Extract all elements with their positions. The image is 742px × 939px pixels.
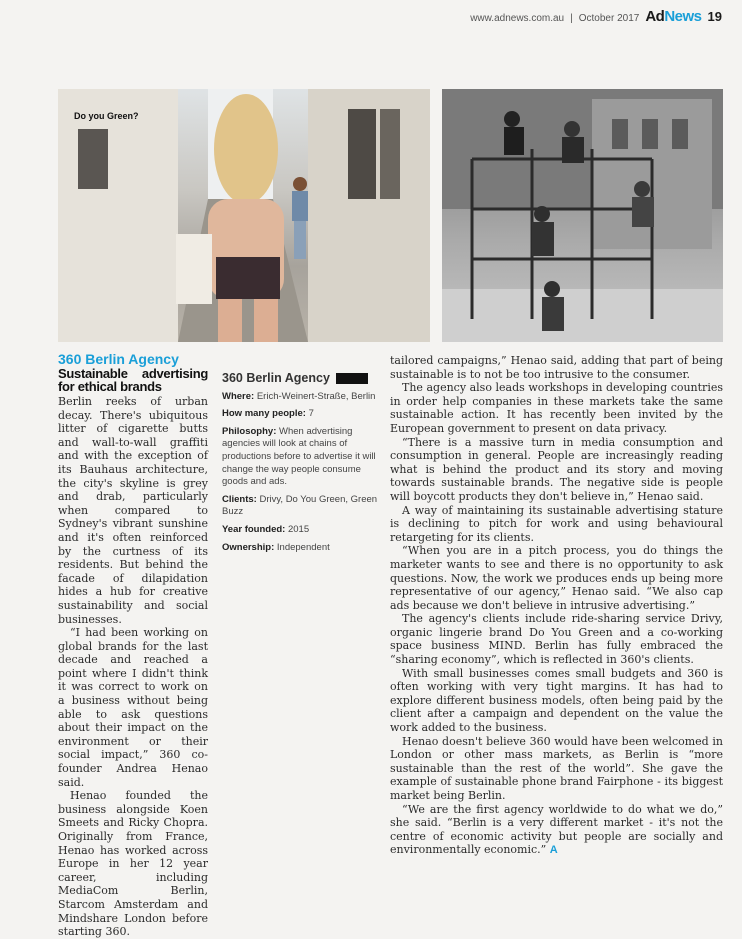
paragraph: “There is a massive turn in media consumption and consumption in general. People are increasingly reading what is behind the product and its story and moving towards sustainable brands. The negative side is people will boycott products they don't believe in,” Henao said. [390,435,723,503]
article-column-3 [390,354,723,858]
paragraph: The agency also leads workshops in developing countries in order help companies in these markets take the same sustainable action. It has recently been invited by the European government to present on data privacy. [390,381,723,435]
brand-logo: AdNews [645,8,702,25]
factbox-title: 360 Berlin Agency [222,372,382,385]
fact-year: Year founded: 2015 [222,523,310,535]
playground-scene-illustration [442,89,723,342]
paragraph: A way of maintaining its sustainable advertising stature is declining to pitch for work and using behavioural retargeting for its clients. [390,503,723,544]
paragraph: With small businesses comes small budgets and 360 is often working with very tight margins. It has had to explore different business models, often being paid by the client after a campaign and dependent on the value the work added to the business. [390,666,723,735]
photo-caption-label: Do you Green? [74,111,139,121]
end-mark-icon: A [549,844,558,857]
fact-people: How many people: 7 [222,408,314,420]
article-kicker: 360 Berlin Agency [58,351,179,367]
article-column-1 [58,352,208,939]
fact-philosophy: Philosophy: When advertising agencies will look at chains of productions before to advertise it will change the way people consume goods and ads. [222,425,376,488]
page-header: www.adnews.com.au | October 2017 AdNews 19 [470,8,722,25]
paragraph: “When you are in a pitch process, you do things the marketer wants to see and there is no opportunity to ask questions. Now, the work we produces ends up being more representative of our agency,” Henao said. “We also cap ads because we don't believe in intrusive advertising.” [390,544,723,612]
article-headline: Sustainable advertising for ethical brands [58,366,208,394]
paragraph: “I had been working on global brands for the last decade and reached a point where I didn't think it was correct to work on a business without being able to ask questions about their impact on the environment or their social impact,” 360 co-founder Andrea Henao said. [58,626,208,789]
paragraph: The agency's clients include ride-sharing service Drivy, organic lingerie brand Do You Green and a co-working space business MIND. Berlin has fully embraced the “sharing economy”, which is reflected in 360's clients. [390,612,723,667]
photo-street-woman [58,89,430,342]
title-bar-decoration [336,373,368,384]
fact-clients: Clients: Drivy, Do You Green, Green Buzz [222,493,378,518]
paragraph: “We are the first agency worldwide to do what we do,” she said. “Berlin is a very different market - it's not the centre of economic activity but people are socially and environmentally economic.” A [390,802,723,857]
street-scene-illustration [58,89,430,342]
fact-ownership: Ownership: Independent [222,541,330,553]
site-url: www.adnews.com.au [470,13,565,24]
fact-where: Where: Erich-Weinert-Straße, Berlin [222,390,376,402]
paragraph: tailored campaigns,” Henao said, adding that part of being sustainable is to not be too intrusive to the consumer. [390,354,723,381]
photo-team-playground [442,89,723,342]
paragraph: Henao founded the business alongside Koen Smeets and Ricky Chopra. Originally from France, Henao has worked across Europe in her 12 year career, including MediaCom Berlin, Starcom Amsterdam and Mindshare London before starting 360. [58,789,208,939]
paragraph: Berlin reeks of urban decay. There's ubiquitous litter of cigarette butts and wall-to-wall graffiti and with the exception of its Bauhaus architecture, the city's skyline is grey and drab, particularly when compared to Sydney's vibrant sunshine and it's often reinforced by the curtness of its residents. But behind the facade of dilapidation hides a hub for creative sustainability and social businesses. [58,395,208,626]
issue-date: October 2017 [578,13,640,24]
agency-factbox [222,372,382,559]
page-number: 19 [707,9,722,24]
paragraph: Henao doesn't believe 360 would have been welcomed in London or other mass markets, as Berlin is “more sustainable than the rest of the world”. She gave the example of sustainable phone brand Fairphone - its biggest market being Berlin. [390,734,723,802]
